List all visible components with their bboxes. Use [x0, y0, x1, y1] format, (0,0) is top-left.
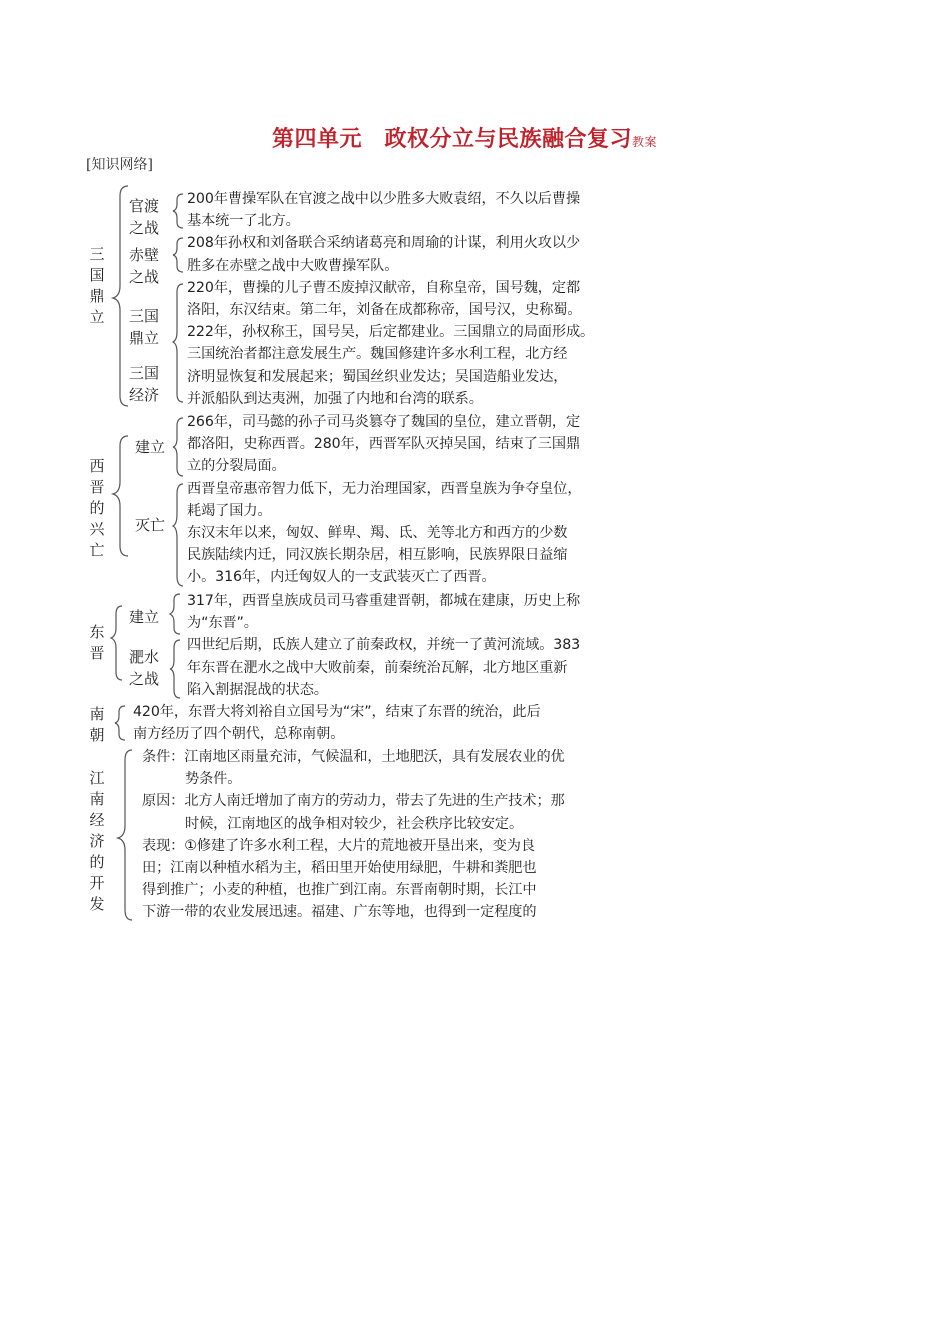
- text-line: 东汉末年以来，匈奴、鲜卑、羯、氐、羌等北方和西方的少数: [187, 525, 568, 542]
- brace-feishui: [170, 640, 180, 698]
- text-line: 266年，司马懿的孙子司马炎篡夺了魏国的皇位，建立晋朝，定: [187, 414, 581, 430]
- text-line: 420年，东晋大将刘裕自立国号为“宋”，结束了东晋的统治，此后: [133, 704, 541, 720]
- text-line: 陷入割据混战的状态。: [187, 681, 328, 698]
- text-line: 条件：江南地区雨量充沛，气候温和，土地肥沃，具有发展农业的优: [142, 749, 565, 765]
- text-block-xijin: [187, 411, 581, 589]
- title-main: 第四单元 政权分立与民族融合复习: [272, 126, 633, 152]
- subtopic-guandu-line1: 官渡: [129, 197, 160, 215]
- subtopic-jingji-line2: 经济: [129, 386, 160, 404]
- subtopic-dingli: [129, 305, 159, 349]
- subtopic-xijin-jianli: 建立: [135, 438, 166, 456]
- text-line: 民族陆续内迁，同汉族长期杂居，相互影响，民族界限日益缩: [187, 547, 568, 564]
- text-line: 南方经历了四个朝代，总称南朝。: [133, 726, 345, 743]
- text-line: 都洛阳，史称西晋。280年，西晋军队灭掉吴国，结束了三国鼎: [187, 436, 581, 453]
- subtopic-xijin-miewang: 灭亡: [135, 516, 166, 534]
- text-line: 表现：①修建了许多水利工程，大片的荒地被开垦出来，变为良: [142, 837, 535, 854]
- text-line: 西晋皇帝惠帝智力低下，无力治理国家，西晋皇族为争夺皇位，: [187, 480, 582, 497]
- subtopic-chibi: [129, 244, 159, 288]
- subtopic-dingli-line2: 鼎立: [129, 329, 160, 347]
- text-line: 317年，西晋皇族成员司马睿重建晋朝，都城在建康，历史上称: [187, 593, 581, 609]
- brace-sanguo-outer: [113, 186, 128, 406]
- text-line: 势条件。: [185, 771, 242, 788]
- brace-guandu: [173, 194, 183, 228]
- text-block-jiangnan: [142, 746, 565, 924]
- text-line: 时候，江南地区的战争相对较少，社会秩序比较安定。: [185, 815, 524, 832]
- text-block-dongjin: [187, 590, 580, 701]
- subtopic-feishui-line1: 淝水: [129, 648, 160, 666]
- topic-label-nanchao: 南朝: [89, 705, 105, 744]
- text-line: 田；江南以种植水稻为主，稻田里开始使用绿肥，牛耕和粪肥也: [142, 860, 537, 877]
- text-line: 下游一带的农业发展迅速。福建、广东等地，也得到一定程度的: [142, 904, 537, 921]
- text-line: 小。316年，内迁匈奴人的一支武装灭亡了西晋。: [187, 569, 496, 586]
- title-suffix: 教案: [632, 135, 658, 149]
- text-line: 为“东晋”。: [187, 615, 258, 632]
- brace-dongjin-jianli: [170, 594, 180, 634]
- subtopic-feishui: [129, 646, 159, 690]
- brace-xijin-miewang: [173, 484, 183, 586]
- subtopic-chibi-line2: 之战: [129, 268, 160, 286]
- text-line: 济明显恢复和发展起来；蜀国丝织业发达；吴国造船业发达，: [187, 368, 568, 385]
- text-line: 222年，孙权称王，国号吴，后定都建业。三国鼎立的局面形成。: [187, 324, 595, 341]
- subtopic-guandu: [129, 195, 159, 239]
- text-line: 200年曹操军队在官渡之战中以少胜多大败袁绍，不久以后曹操: [187, 191, 581, 207]
- brace-chibi: [173, 238, 183, 272]
- subtopic-dongjin-jianli: 建立: [129, 608, 160, 626]
- text-line: 年东晋在淝水之战中大败前秦，前秦统治瓦解，北方地区重新: [187, 659, 568, 676]
- text-line: 220年，曹操的儿子曹丕废掉汉献帝，自称皇帝，国号魏，定都: [187, 279, 581, 296]
- text-line: 四世纪后期，氐族人建立了前秦政权，并统一了黄河流域。383: [187, 637, 581, 654]
- subtopic-jingji-line1: 三国: [129, 364, 160, 382]
- text-line: 耗竭了国力。: [187, 502, 272, 519]
- brace-xijin-outer: [113, 436, 128, 556]
- text-line: 基本统一了北方。: [187, 213, 300, 230]
- text-line: 三国统治者都注意发展生产。魏国修建许多水利工程，北方经: [187, 346, 568, 363]
- brace-dingli: [173, 284, 183, 402]
- subtopic-dingli-line1: 三国: [129, 307, 160, 325]
- subtopic-feishui-line2: 之战: [129, 670, 160, 688]
- brace-dongjin-outer: [111, 606, 122, 680]
- text-line: 208年孙权和刘备联合采纳诸葛亮和周瑜的计谋，利用火攻以少: [187, 235, 581, 252]
- text-line: 胜多在赤壁之战中大败曹操军队。: [187, 257, 399, 274]
- subtopic-guandu-line2: 之战: [129, 219, 160, 237]
- text-line: 原因：北方人南迁增加了南方的劳动力，带去了先进的生产技术；那: [142, 793, 565, 810]
- topic-label-jiangnan: 江南经济的开发: [89, 769, 105, 913]
- text-block-nanchao: [133, 701, 541, 745]
- topic-label-dongjin: 东晋: [89, 623, 105, 662]
- text-line: 立的分裂局面。: [187, 458, 286, 475]
- subtopic-jingji: [129, 362, 159, 406]
- brace-xijin-jianli: [173, 418, 183, 476]
- text-line: 洛阳，东汉结束。第二年，刘备在成都称帝，国号汉，史称蜀。: [187, 302, 582, 319]
- topic-label-sanguo: 三国鼎立: [89, 245, 105, 326]
- topic-label-xijin: 西晋的兴亡: [89, 457, 105, 559]
- section-label: [知识网络]: [86, 157, 153, 173]
- subtopic-chibi-line1: 赤壁: [129, 246, 160, 264]
- text-block-sanguo: [187, 188, 594, 410]
- brace-nanchao: [115, 706, 125, 740]
- text-line: 得到推广；小麦的种植，也推广到江南。东晋南朝时期，长江中: [142, 882, 537, 899]
- text-line: 并派船队到达夷洲，加强了内地和台湾的联系。: [187, 390, 483, 407]
- brace-jiangnan: [118, 750, 132, 920]
